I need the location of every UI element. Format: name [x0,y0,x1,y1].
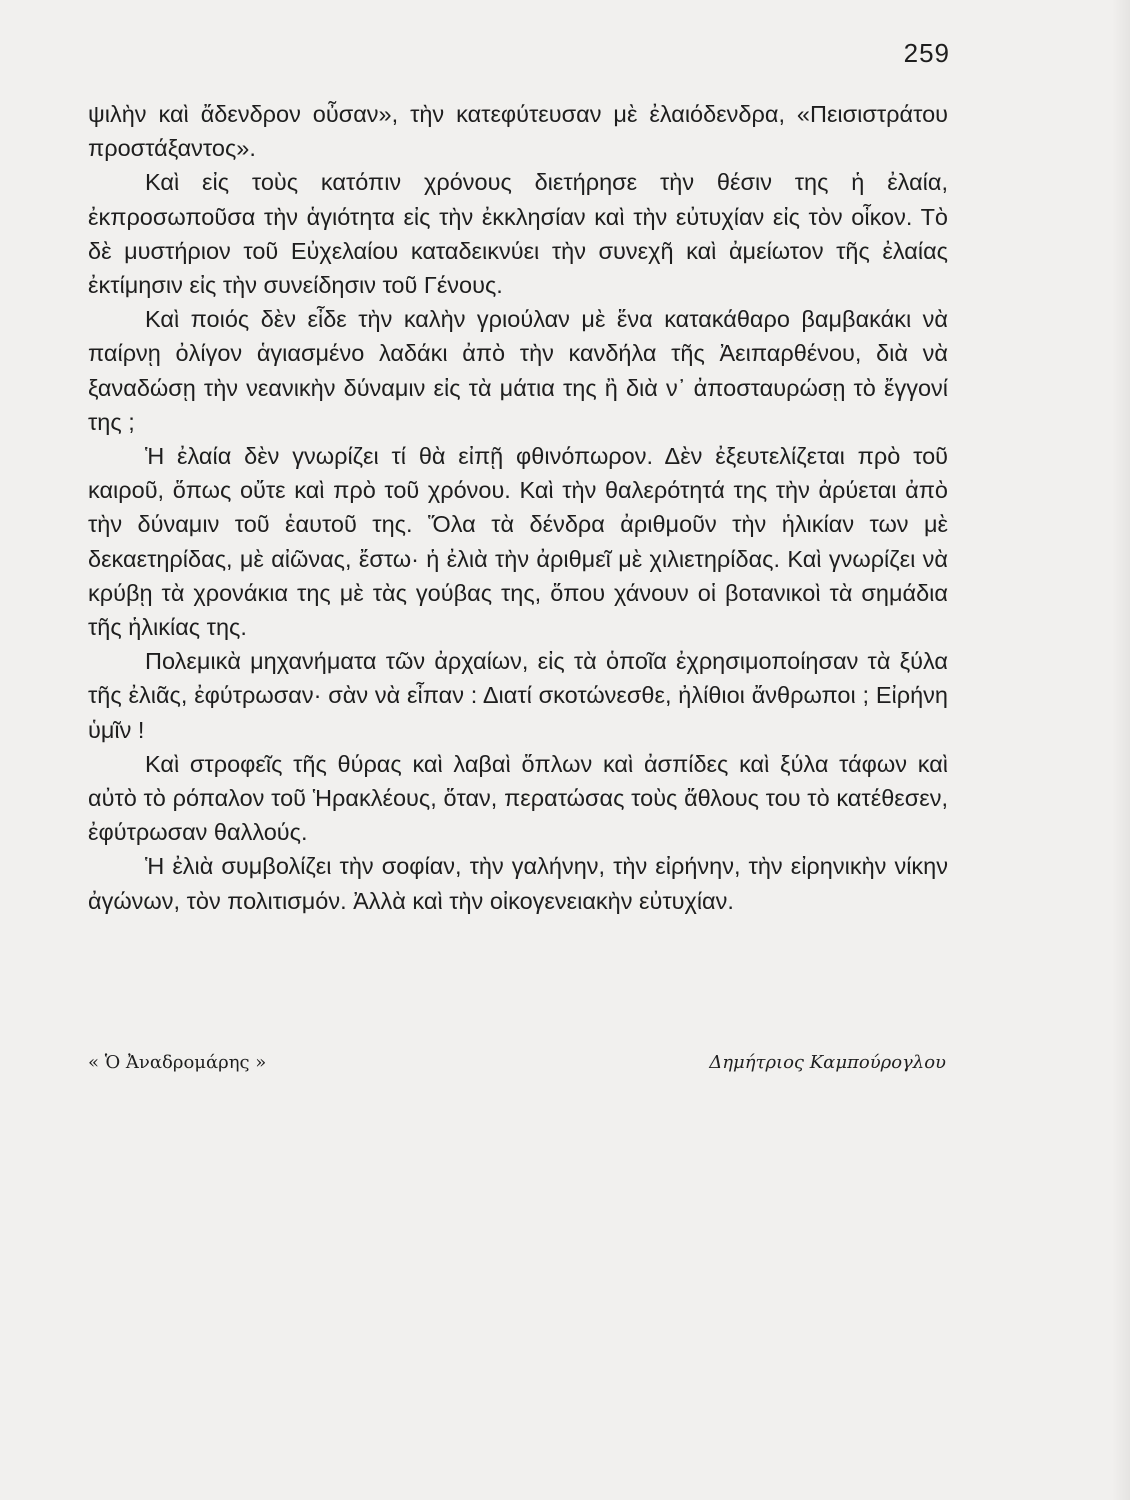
paragraph-2: Καὶ εἰς τοὺς κατόπιν χρόνους διετήρησε τὴν θέσιν της ἡ ἐλαία, ἐκπροσωποῦσα τὴν ἁγιότητα εἰς τὴν ἐκκλησίαν καὶ τὴν εὐτυχίαν εἰς τὸν οἶκον. Τὸ δὲ μυστήριον τοῦ Εὐχελαίου καταδεικνύει τὴν συνεχῆ καὶ ἀμείωτον τῆς ἐλαίας ἐκτίμησιν εἰς τὴν συνείδησιν τοῦ Γένους. [88,169,948,299]
body-text [88,97,948,918]
author-name: Δημήτριος Καμπούρογλου [709,1052,946,1073]
page-number: 259 [903,38,950,68]
paragraph-5: Πολεμικὰ μηχανήματα τῶν ἀρχαίων, εἰς τὰ ὁποῖα ἐχρησιμοποίησαν τὰ ξύλα τῆς ἐλιᾶς, ἐφύτρωσαν· σὰν νὰ εἶπαν : Διατί σκοτώνεσθε, ἠλίθιοι ἄνθρωποι ; Εἰρήνη ὑμῖν ! [88,648,948,743]
source-title: « Ὁ Ἀναδρομάρης » [88,1052,267,1073]
paragraph-4: Ἡ ἐλαία δὲν γνωρίζει τί θὰ εἰπῇ φθινόπωρον. Δὲν ἐξευτελίζεται πρὸ τοῦ καιροῦ, ὅπως οὔτε καὶ πρὸ τοῦ χρόνου. Καὶ τὴν θαλερότητά της τὴν ἀρύεται ἀπὸ τὴν δύναμιν τοῦ ἑαυτοῦ της. Ὅλα τὰ δένδρα ἀριθμοῦν τὴν ἡλικίαν των μὲ δεκαετηρίδας, μὲ αἰῶνας, ἔστω· ἡ ἐλιὰ τὴν ἀριθμεῖ μὲ χιλιετηρίδας. Καὶ γνωρίζει νὰ κρύβῃ τὰ χρονάκια της μὲ τὰς γούβας της, ὅπου χάνουν οἱ βοτανικοὶ τὰ σημάδια τῆς ἡλικίας της. [88,443,948,641]
paragraph-1: ψιλὴν καὶ ἄδενδρον οὖσαν», τὴν κατεφύτευσαν μὲ ἐλαιόδενδρα, «Πεισιστράτου προστάξαντος». [88,101,948,162]
page-edge-shadow [1112,0,1130,1500]
paragraph-3: Καὶ ποιός δὲν εἶδε τὴν καλὴν γριούλαν μὲ ἕνα κατακάθαρο βαμβακάκι νὰ παίρνῃ ὀλίγον ἁγιασμένο λαδάκι ἀπὸ τὴν κανδήλα τῆς Ἀειπαρθένου, διὰ νὰ ξαναδώσῃ τὴν νεανικὴν δύναμιν εἰς τὰ μάτια της ἢ διὰ ν᾽ ἀποσταυρώσῃ τὸ ἔγγονί της ; [88,306,948,435]
paragraph-6: Καὶ στροφεῖς τῆς θύρας καὶ λαβαὶ ὅπλων καὶ ἀσπίδες καὶ ξύλα τάφων καὶ αὐτὸ τὸ ρόπαλον τοῦ Ἡρακλέους, ὅταν, περατώσας τοὺς ἄθλους του τὸ κατέθεσεν, ἐφύτρωσαν θαλλούς. [88,750,948,846]
attribution [88,1052,946,1073]
paragraph-7: Ἡ ἐλιὰ συμβολίζει τὴν σοφίαν, τὴν γαλήνην, τὴν εἰρήνην, τὴν εἰρηνικὴν νίκην ἀγώνων, τὸν πολιτισμόν. Ἀλλὰ καὶ τὴν οἰκογενειακὴν εὐτυχίαν. [88,853,948,914]
